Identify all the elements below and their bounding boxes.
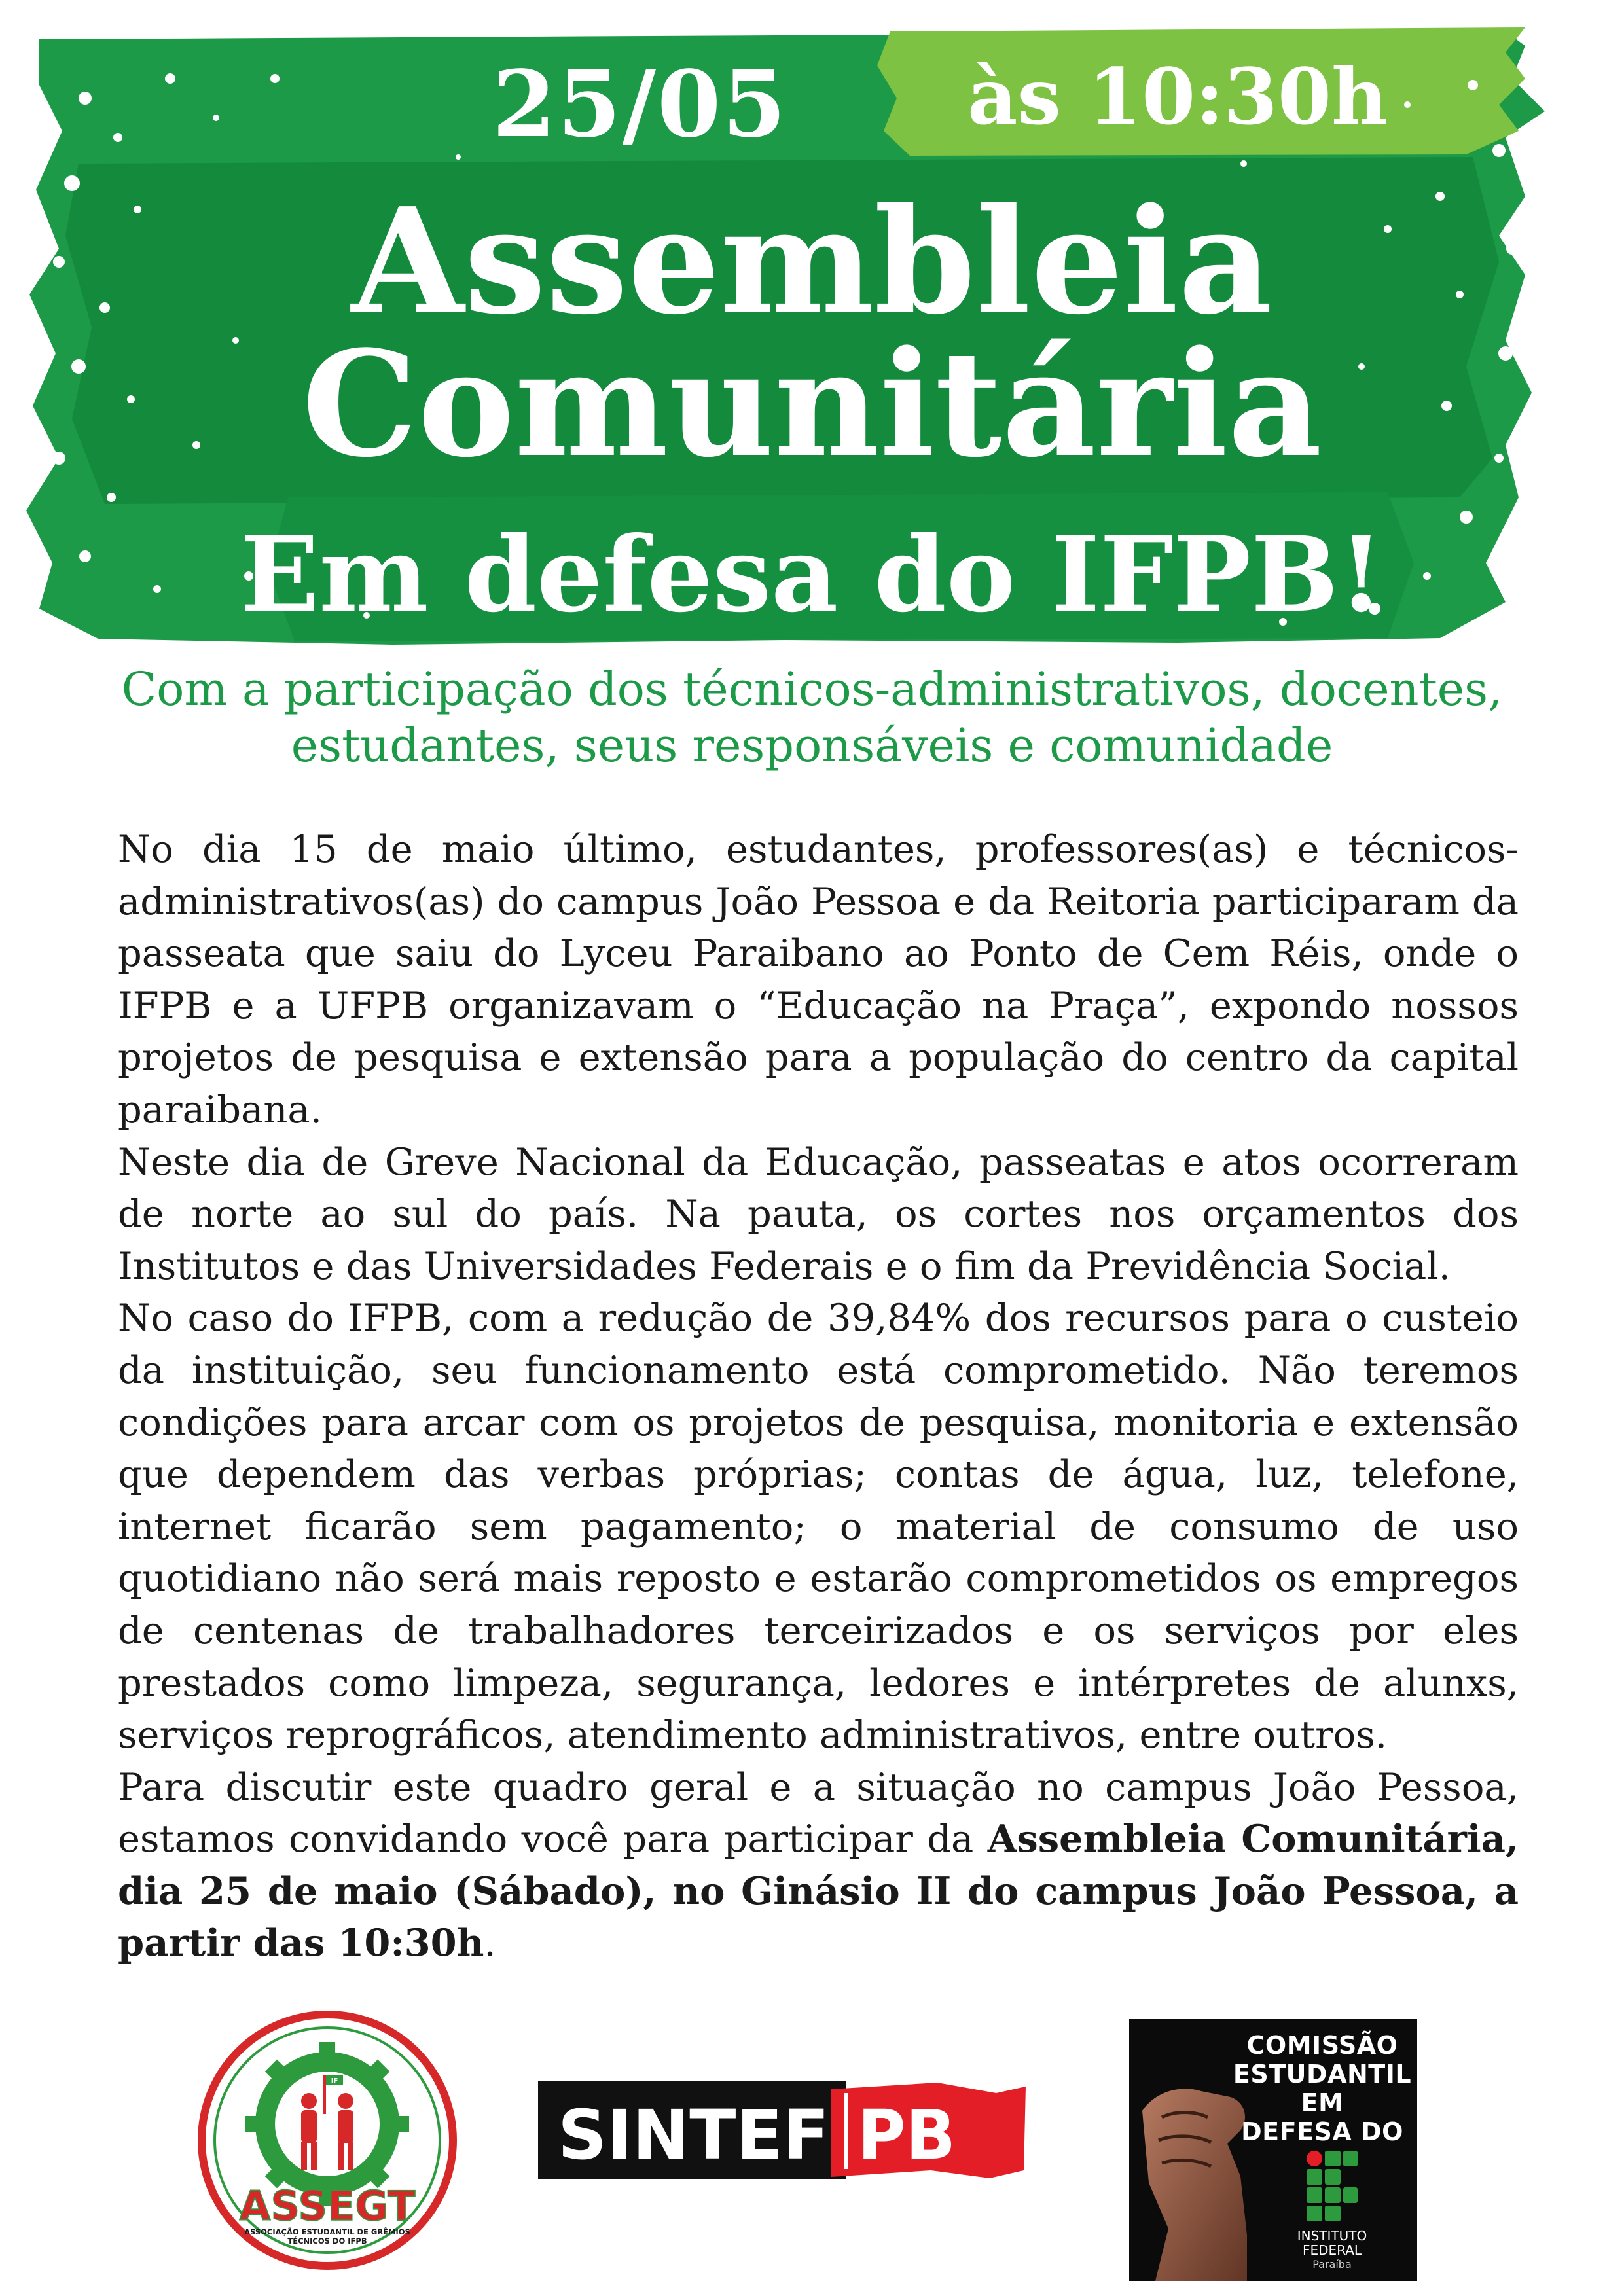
event-time: às 10:30h <box>967 51 1388 142</box>
title-line-1: Assembleia <box>351 177 1273 347</box>
comissao-line-3: DEFESA DO <box>1241 2117 1403 2146</box>
sintef-pb-logo <box>538 2081 1029 2179</box>
paragraph-4-highlight: Assembleia Comunitária, dia 25 de maio (Sábado), no Ginásio II do campus João Pessoa, a partir das 10:30h <box>118 1816 1519 1965</box>
paragraph-4-intro: Para discutir este quadro geral e a situação no campus João Pessoa, estamos convidando você para participar da <box>118 1765 1519 1861</box>
if-logo-icon <box>1306 2150 1358 2222</box>
event-date: 25/05 <box>492 51 787 158</box>
assegt-name: ASSEGT <box>239 2182 416 2230</box>
instituto-federal-text <box>1267 2229 1398 2272</box>
paragraph-3: No caso do IFPB, com a redução de 39,84% dos recursos para o custeio da instituição, seu funcionamento está comprometido. Não teremos condições para arcar com os projetos de pesquisa, monitoria e extensão que dependem das verbas próprias; contas de água, luz, telefone, internet ficarão sem pagamento; o material de consumo de uso quotidiano não será mais reposto e estarão comprometidos os empregos de centenas de trabalhadores terceirizados e os serviços por eles prestados como limpeza, segurança, ledores e intérpretes de alunxs, serviços reprográficos, atendimento administrativos, entre outros. <box>118 1296 1519 1757</box>
body-text <box>118 823 1519 1969</box>
subtitle: Com a participação dos técnicos-administrativos, docentes, estudantes, seus responsáveis e comunidade <box>121 662 1503 772</box>
assegt-caption-2: TÉCNICOS DO IFPB <box>287 2236 367 2246</box>
paragraph-2: Neste dia de Greve Nacional da Educação, passeatas e atos ocorreram de norte ao sul do país. Na pauta, os cortes nos orçamentos dos Institutos e das Universidades Federais e o fim da Previdência Social. <box>118 1139 1519 1288</box>
assegt-logo <box>196 2009 458 2271</box>
pb-text: PB <box>857 2095 956 2175</box>
assegt-caption-1: ASSOCIAÇÃO ESTUDANTIL DE GRÊMIOS <box>244 2227 410 2236</box>
if-line-2: FEDERAL <box>1302 2242 1362 2258</box>
title-line-2: Comunitária <box>302 319 1322 490</box>
comissao-line-1: COMISSÃO <box>1246 2031 1398 2060</box>
if-line-3: Paraíba <box>1312 2258 1352 2270</box>
flag-text: IF <box>331 2077 338 2085</box>
comissao-title <box>1227 2031 1417 2146</box>
if-line-1: INSTITUTO <box>1297 2228 1367 2244</box>
sintef-text: SINTEF <box>558 2095 829 2175</box>
comissao-line-2: ESTUDANTIL EM <box>1233 2060 1412 2117</box>
tagline: Em defesa do IFPB! <box>240 514 1384 636</box>
paragraph-4-end: . <box>484 1921 496 1965</box>
comissao-estudantil-logo <box>1129 2019 1417 2281</box>
paragraph-4 <box>118 1761 1519 1969</box>
paragraph-1: No dia 15 de maio último, estudantes, professores(as) e técnicos-administrativos(as) do campus João Pessoa e da Reitoria participaram da passeata que saiu do Lyceu Paraibano ao Ponto de Cem Réis, onde o IFPB e a UFPB organizavam o “Educação na Praça”, expondo nossos projetos de pesquisa e extensão para a população do centro da capital paraibana. <box>118 827 1519 1132</box>
